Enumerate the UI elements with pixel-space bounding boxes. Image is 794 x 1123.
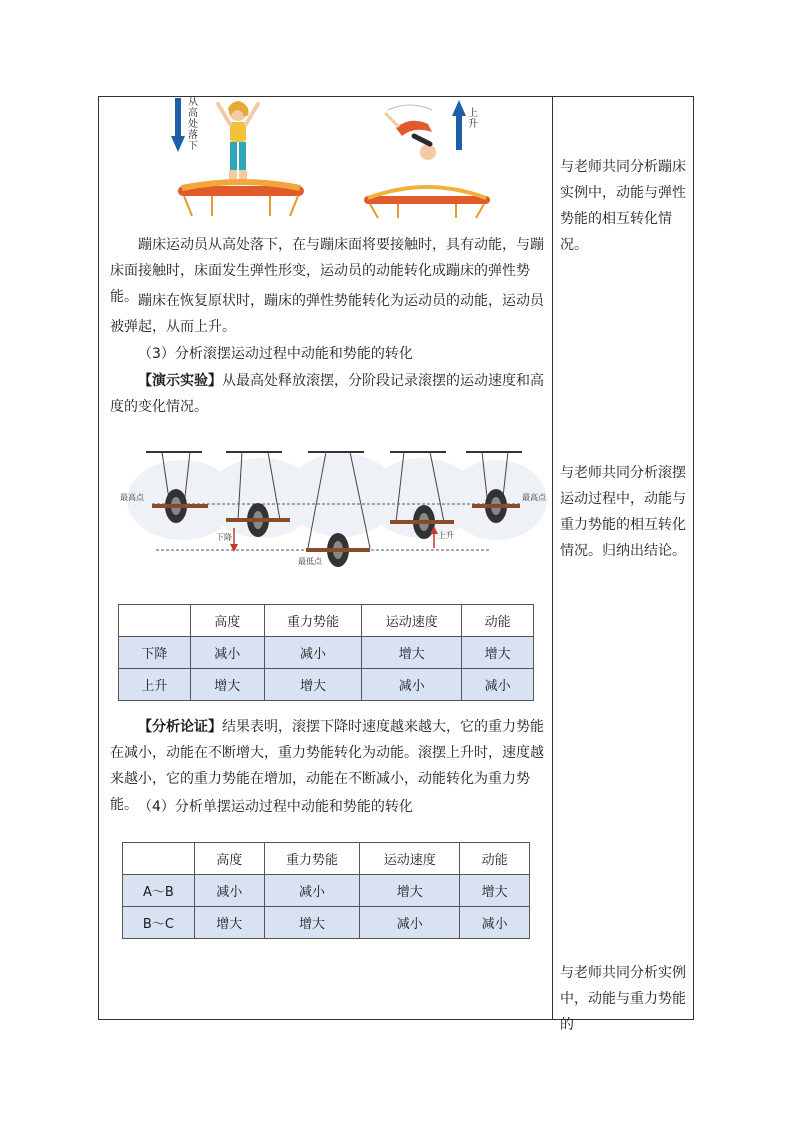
trampoline-paragraph-1: 蹦床运动员从高处落下，在与蹦床面将要接触时，具有动能，与蹦床面接触时，床面发生弹性形变，运动员的动能转化成蹦床的弹性势能。 (110, 237, 544, 305)
table-cell: 减小 (362, 669, 462, 701)
table-cell: 增大 (264, 669, 362, 701)
table-cell: 减小 (264, 637, 362, 669)
table-header-cell (123, 843, 195, 875)
table-cell: 上升 (119, 669, 191, 701)
table-row (119, 637, 534, 669)
rise-label-vertical (468, 106, 478, 130)
simple-pendulum-table (122, 842, 530, 939)
table-header-cell: 重力势能 (264, 605, 362, 637)
rise-label-text: 上升 (468, 108, 478, 130)
table-cell: 减小 (360, 907, 460, 939)
trampoline-illustration (170, 96, 500, 222)
table-header-cell (119, 605, 191, 637)
fall-label-vertical (188, 96, 198, 152)
fall-label-text: 从高处落下 (188, 97, 198, 152)
trampoline-paragraph-2: 蹦床在恢复原状时，蹦床的弹性势能转化为运动员的动能，运动员被弹起，从而上升。 (110, 293, 544, 335)
label-up: 上升 (438, 531, 454, 540)
label-highest-right: 最高点 (522, 493, 546, 502)
table-cell: 下降 (119, 637, 191, 669)
column-divider (552, 96, 553, 1020)
table-cell: 增大 (194, 907, 264, 939)
table-row (119, 669, 534, 701)
table-row (123, 907, 530, 939)
demo-label: 【演示实验】 (138, 373, 222, 389)
table-header-cell: 高度 (194, 843, 264, 875)
table-cell: 减小 (460, 907, 530, 939)
rolling-pendulum-table (118, 604, 534, 701)
table-cell: A～B (123, 875, 195, 907)
side-note-rolling-pendulum: 与老师共同分析滚摆运动过程中，动能与重力势能的相互转化情况。归纳出结论。 (560, 465, 686, 559)
table-cell: 增大 (462, 637, 534, 669)
table-cell: 增大 (360, 875, 460, 907)
table-cell: 增大 (460, 875, 530, 907)
table-cell: 减小 (264, 875, 360, 907)
rolling-pendulum-figure (112, 440, 552, 574)
table-cell: 减小 (190, 637, 264, 669)
table-header-cell: 运动速度 (360, 843, 460, 875)
table-cell: 减小 (462, 669, 534, 701)
table-header-cell: 高度 (190, 605, 264, 637)
table-cell: 减小 (194, 875, 264, 907)
analysis-text: 结果表明，滚摆下降时速度越来越大，它的重力势能在减小，动能在不断增大，重力势能转化为动能。滚摆上升时，速度越来越小，它的重力势能在增加，动能在不断减小，动能转化为重力势能。 (110, 719, 544, 813)
analysis-label: 【分析论证】 (138, 719, 222, 735)
side-note-trampoline: 与老师共同分析蹦床实例中，动能与弹性势能的相互转化情况。 (560, 159, 686, 253)
table-header-cell: 动能 (462, 605, 534, 637)
table-row (123, 875, 530, 907)
label-lowest: 最低点 (298, 557, 322, 566)
side-note-simple-pendulum: 与老师共同分析实例中，动能与重力势能的 (560, 965, 686, 1033)
table-header-row (119, 605, 534, 637)
label-down: 下降 (216, 533, 232, 542)
table-header-row (123, 843, 530, 875)
table-header-cell: 运动速度 (362, 605, 462, 637)
label-highest-left: 最高点 (120, 493, 144, 502)
table-cell: B～C (123, 907, 195, 939)
table-cell: 增大 (190, 669, 264, 701)
section-4-heading: （4）分析单摆运动过程中动能和势能的转化 (138, 799, 413, 815)
section-3-heading: （3）分析滚摆运动过程中动能和势能的转化 (138, 346, 413, 362)
table-cell: 增大 (264, 907, 360, 939)
demo-paragraph (110, 368, 544, 420)
table-header-cell: 重力势能 (264, 843, 360, 875)
table-header-cell: 动能 (460, 843, 530, 875)
table-cell: 增大 (362, 637, 462, 669)
demo-text: 从最高处释放滚摆，分阶段记录滚摆的运动速度和高度的变化情况。 (110, 373, 544, 415)
